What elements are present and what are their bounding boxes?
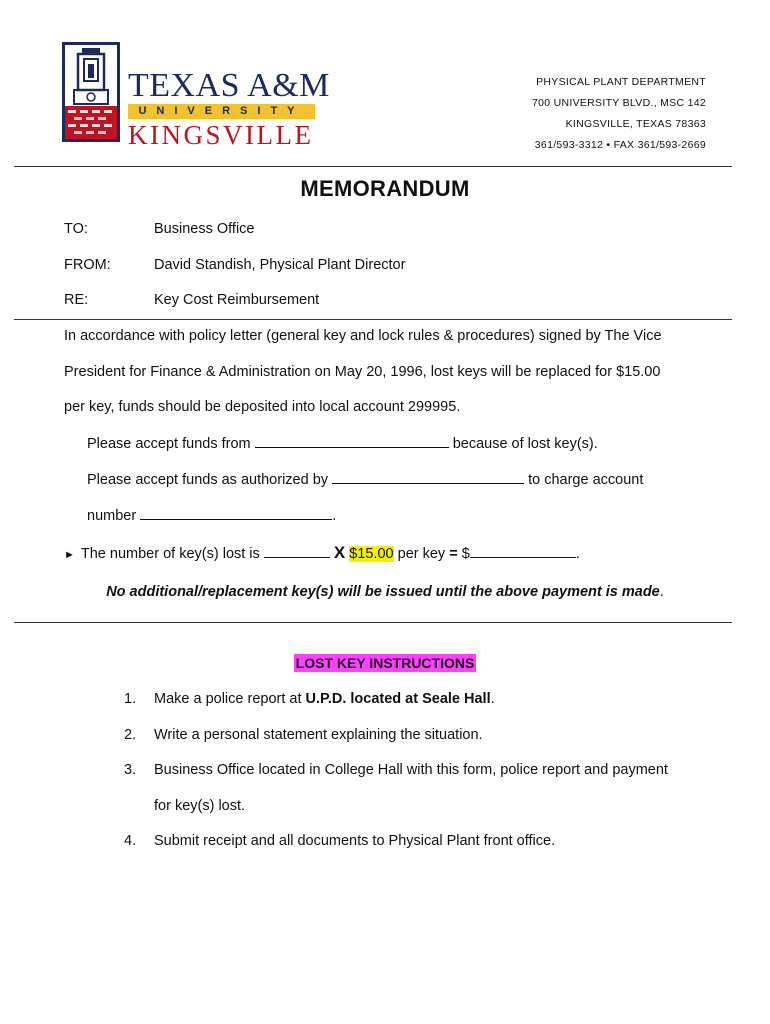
- account-number-line: [87, 507, 336, 524]
- instruction-3-number: 3.: [124, 762, 137, 778]
- instruction-1-text-end: .: [490, 691, 495, 707]
- memo-fields-divider: [14, 319, 732, 320]
- policy-paragraph-line-3: per key, funds should be deposited into local account 299995.: [64, 399, 461, 415]
- instruction-1-text-start: Make a police report at: [154, 691, 306, 707]
- keys-lost-line: [64, 543, 580, 563]
- memo-title: MEMORANDUM: [300, 176, 470, 201]
- account-number-label: number: [87, 508, 137, 524]
- header-divider: [14, 166, 732, 167]
- instruction-1-number: 1.: [124, 691, 137, 707]
- lost-key-instructions-heading: [0, 655, 770, 671]
- accept-funds-authorized-suffix: to charge account: [528, 472, 644, 488]
- dollar-sign: $: [461, 546, 470, 562]
- bullet-arrow-icon: ►: [64, 549, 75, 561]
- accept-funds-from-suffix: because of lost key(s).: [452, 436, 598, 452]
- no-replacement-note: [0, 584, 770, 600]
- address-phone-fax: 361/593-3312 • FAX 361/593-2669: [534, 139, 706, 151]
- to-value: Business Office: [154, 221, 255, 237]
- instruction-4-number: 4.: [124, 833, 137, 849]
- instruction-3-text-continued: for key(s) lost.: [154, 798, 246, 814]
- accept-funds-from-prefix: Please accept funds from: [87, 436, 251, 452]
- total-amount-blank[interactable]: [470, 545, 576, 558]
- policy-paragraph-line-2: President for Finance & Administration on May 20, 1996, lost keys will be replaced for $15.00: [64, 364, 661, 380]
- keys-lost-prefix: The number of key(s) lost is: [80, 546, 260, 562]
- address-department: PHYSICAL PLANT DEPARTMENT: [536, 76, 706, 88]
- lost-key-instructions-heading-text: LOST KEY INSTRUCTIONS: [295, 655, 475, 671]
- to-label: TO:: [64, 221, 88, 237]
- logo-kingsville-text: KINGSVILLE: [128, 120, 314, 150]
- account-number-blank[interactable]: [140, 507, 332, 520]
- address-city: KINGSVILLE, TEXAS 78363: [565, 118, 706, 130]
- logo-university-band: UNIVERSITY: [128, 104, 315, 119]
- per-key-label: per key: [397, 546, 446, 562]
- no-replacement-note-text: No additional/replacement key(s) will be issued until the above payment is made: [106, 584, 660, 600]
- account-number-period: .: [332, 508, 337, 524]
- keys-lost-count-blank[interactable]: [264, 545, 330, 558]
- multiply-symbol: X: [333, 543, 346, 562]
- instruction-1-location: U.P.D. located at Seale Hall: [305, 691, 491, 707]
- address-street: 700 UNIVERSITY BLVD., MSC 142: [531, 97, 706, 109]
- equals-symbol: =: [449, 546, 458, 562]
- accept-funds-from-blank[interactable]: [255, 435, 449, 448]
- accept-funds-authorized-line: [87, 471, 643, 488]
- total-period: .: [575, 546, 580, 562]
- instruction-1-text: [154, 691, 495, 707]
- instruction-2-text: Write a personal statement explaining the situation.: [154, 727, 483, 743]
- instruction-2-number: 2.: [124, 727, 137, 743]
- from-label: FROM:: [64, 257, 111, 273]
- instruction-4-text: Submit receipt and all documents to Physical Plant front office.: [154, 833, 556, 849]
- instruction-3-text: Business Office located in College Hall with this form, police report and payment: [154, 762, 668, 778]
- policy-paragraph-line-1: In accordance with policy letter (general key and lock rules & procedures) signed by The Vice: [64, 328, 662, 344]
- re-value: Key Cost Reimbursement: [154, 292, 320, 308]
- university-tower-logo-icon: [62, 42, 120, 142]
- price-per-key-highlight: $15.00: [349, 546, 394, 562]
- accept-funds-from-line: [87, 435, 598, 452]
- authorized-by-blank[interactable]: [332, 471, 524, 484]
- logo-texas-am-text: TEXAS A&M: [128, 67, 330, 104]
- no-replacement-note-period: .: [659, 584, 664, 600]
- re-label: RE:: [64, 292, 89, 308]
- accept-funds-authorized-prefix: Please accept funds as authorized by: [87, 472, 329, 488]
- body-divider: [14, 622, 732, 623]
- from-value: David Standish, Physical Plant Director: [154, 257, 406, 273]
